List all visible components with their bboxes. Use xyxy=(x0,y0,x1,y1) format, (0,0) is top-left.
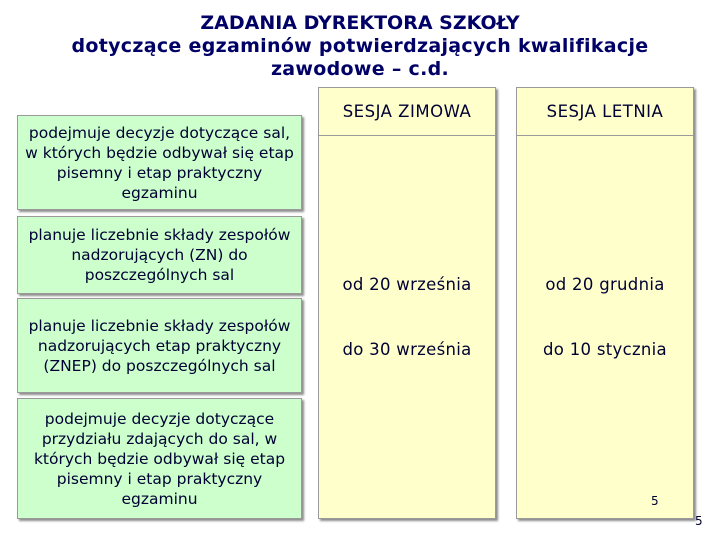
page-number-outer: 5 xyxy=(695,514,703,528)
task-box-znep-planning xyxy=(17,298,302,393)
winter-deadline-znep: do 30 września xyxy=(342,340,472,359)
column-winter-session xyxy=(318,87,496,519)
task-box-zn-planning xyxy=(17,216,302,294)
column-header-winter: SESJA ZIMOWA xyxy=(319,88,495,136)
title-line-1: ZADANIA DYREKTORA SZKOŁY xyxy=(200,12,520,34)
slide-title xyxy=(0,12,720,81)
task-text: planuje liczebnie składy zespołów nadzorujących etap praktyczny (ZNEP) do poszczególnych sal xyxy=(28,316,291,375)
task-box-sal-decisions xyxy=(17,115,302,210)
title-line-2: dotyczące egzaminów potwierdzających kwalifikacje xyxy=(71,35,649,57)
title-line-3: zawodowe – c.d. xyxy=(270,58,450,80)
page-number-inner: 5 xyxy=(651,494,659,508)
summer-deadline-zn: od 20 grudnia xyxy=(545,275,665,294)
task-box-assignment-decisions xyxy=(17,398,302,519)
task-text: podejmuje decyzje dotyczące sal, w których będzie odbywał się etap pisemny i etap praktyczny egzaminu xyxy=(25,123,294,202)
column-summer-session xyxy=(516,87,694,519)
winter-deadline-zn: od 20 września xyxy=(342,275,472,294)
summer-deadline-znep: do 10 stycznia xyxy=(543,340,667,359)
task-text: planuje liczebnie składy zespołów nadzorujących (ZN) do poszczególnych sal xyxy=(28,226,291,284)
column-header-summer: SESJA LETNIA xyxy=(517,88,693,136)
task-text: podejmuje decyzje dotyczące przydziału zdających do sal, w których będzie odbywał się etap pisemny i etap praktyczny egzaminu xyxy=(33,409,286,508)
